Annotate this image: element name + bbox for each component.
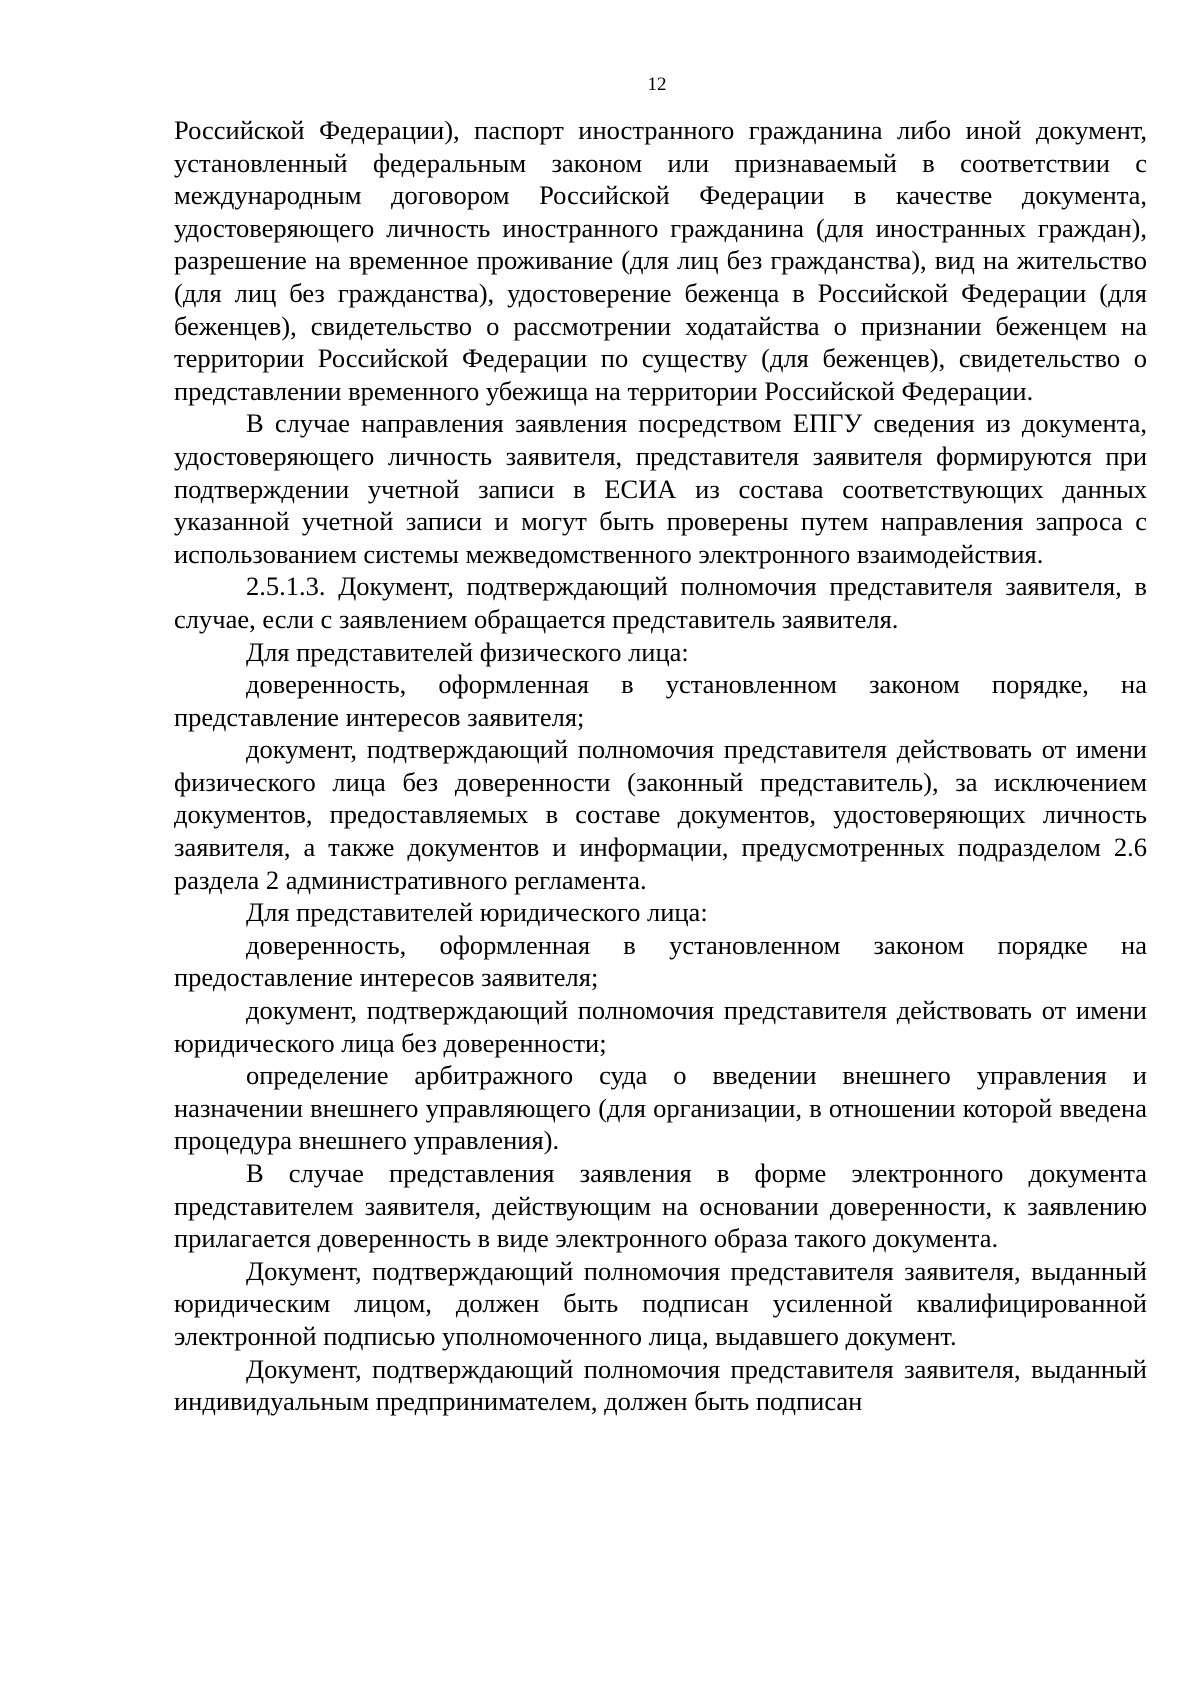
paragraph-individual-legal-rep: документ, подтверждающий полномочия представителя действовать от имени физического лица без доверенности (законный представитель), за исключением документов, предоставляемых в составе документов, удостоверяющих личность заявителя, а также документов и информации, предусмотренных подразделом 2.6 раздела 2 административного регламента.	[174, 734, 1147, 895]
paragraph-legal-entity-power-of-attorney: доверенность, оформленная в установленном законом порядке на предоставление интересов заявителя;	[174, 929, 1147, 993]
paragraph-electronic-submission: В случае представления заявления в форме электронного документа представителем заявителя, действующим на основании доверенности, к заявлению прилагается доверенность в виде электронного образа такого документа.	[174, 1158, 1147, 1254]
paragraph-entrepreneur-signature: Документ, подтверждающий полномочия представителя заявителя, выданный индивидуальным предпринимателем, должен быть подписан	[174, 1353, 1147, 1417]
page-number: 12	[647, 74, 667, 95]
document-body	[174, 114, 1147, 1418]
paragraph-clause-2-5-1-3: 2.5.1.3. Документ, подтверждающий полномочия представителя заявителя, в случае, если с заявлением обращается представитель заявителя.	[174, 571, 1147, 634]
paragraph-individual-reps-heading: Для представителей физического лица:	[246, 636, 689, 667]
paragraph-continuation: Российской Федерации), паспорт иностранного гражданина либо иной документ, установленный федеральным законом или признаваемый в соответствии с международным договором Российской Федерации в качестве документа, удостоверяющего личность иностранного гражданина (для иностранных граждан), разрешение на временное проживание (для лиц без гражданства), вид на жительство (для лиц без гражданства), удостоверение беженца в Российской Федерации (для беженцев), свидетельство о рассмотрении ходатайства о признании беженцем на территории Российской Федерации по существу (для беженцев), свидетельство о представлении временного убежища на территории Российской Федерации.	[174, 115, 1147, 406]
paragraph-legal-entity-reps-heading: Для представителей юридического лица:	[246, 897, 708, 928]
paragraph-legal-entity-without-poa: документ, подтверждающий полномочия представителя действовать от имени юридического лица без доверенности;	[174, 995, 1147, 1058]
paragraph-epgu-info: В случае направления заявления посредством ЕПГУ сведения из документа, удостоверяющего личность заявителя, представителя заявителя формируются при подтверждении учетной записи в ЕСИА из состава соответствующих данных указанной учетной записи и могут быть проверены путем направления запроса с использованием системы межведомственного электронного взаимодействия.	[174, 408, 1147, 569]
paragraph-arbitration-court: определение арбитражного суда о введении внешнего управления и назначении внешнего управляющего (для организации, в отношении которой введена процедура внешнего управления).	[174, 1060, 1147, 1156]
paragraph-individual-power-of-attorney: доверенность, оформленная в установленном законом порядке, на представление интересов заявителя;	[174, 669, 1147, 732]
paragraph-legal-entity-signature: Документ, подтверждающий полномочия представителя заявителя, выданный юридическим лицом, должен быть подписан усиленной квалифицированной электронной подписью уполномоченного лица, выдавшего документ.	[174, 1255, 1147, 1351]
